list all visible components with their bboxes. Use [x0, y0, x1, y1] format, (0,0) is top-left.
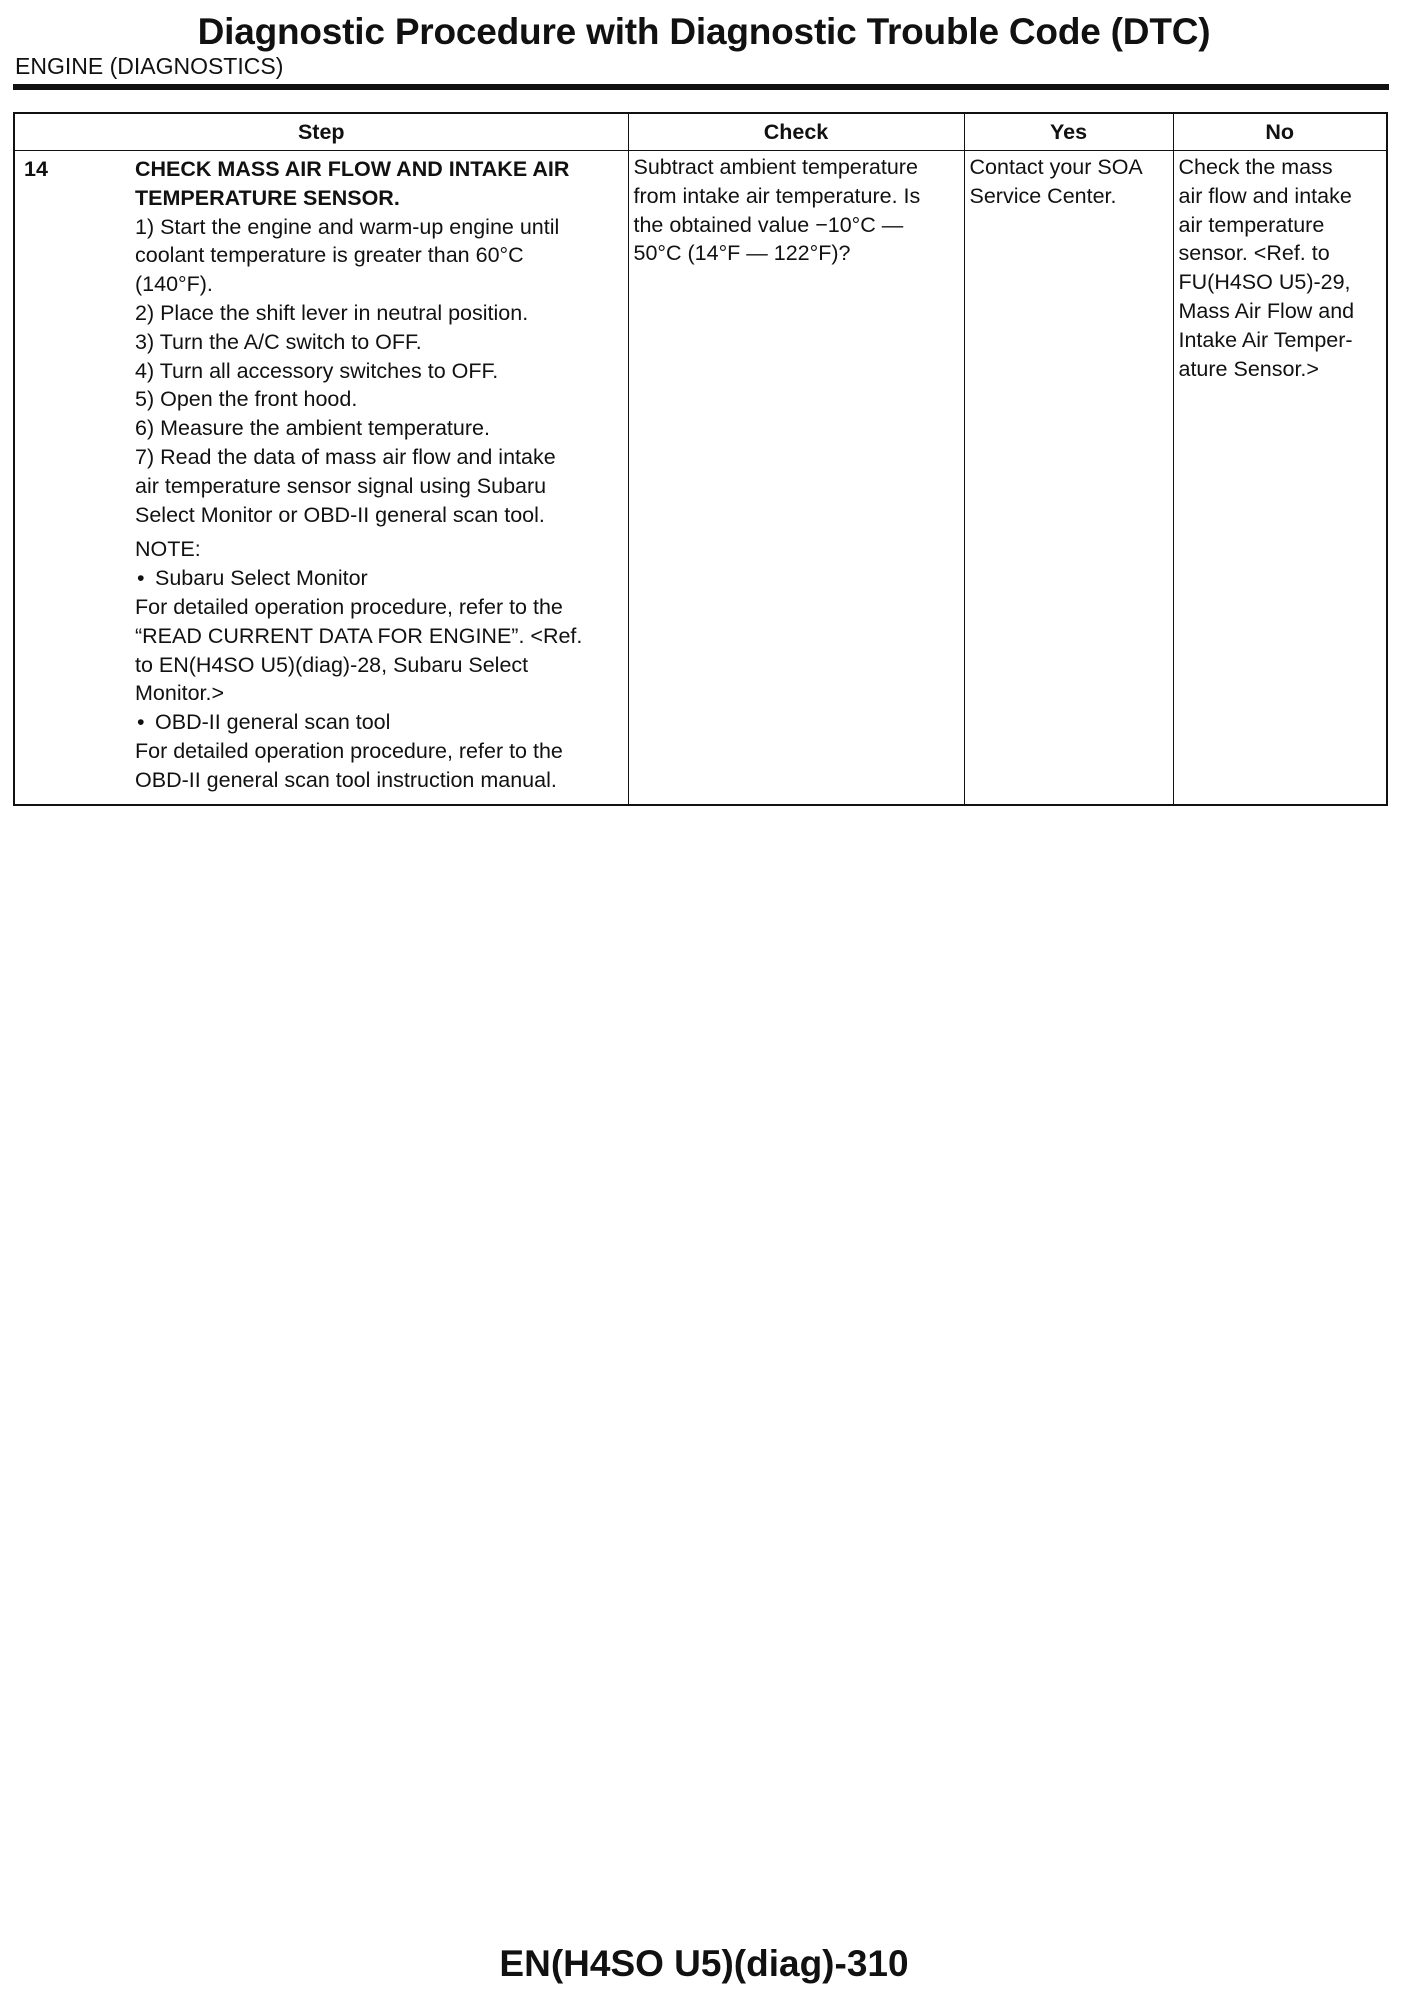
step-cell [14, 151, 628, 805]
step-heading: CHECK MASS AIR FLOW AND INTAKE AIR [135, 157, 570, 181]
column-header-step: Step [14, 113, 628, 151]
check-cell [628, 151, 964, 805]
step-instruction-line: (140°F). [135, 272, 213, 297]
step-instruction-line: 7) Read the data of mass air flow and intake [135, 444, 556, 469]
note-text-line: Monitor.> [135, 681, 225, 706]
step-instruction-line: 6) Measure the ambient temperature. [135, 416, 490, 441]
note-bullet-text: OBD-II general scan tool [155, 710, 391, 735]
no-cell [1173, 151, 1387, 805]
check-text-line: from intake air temperature. Is [633, 183, 921, 208]
step-instruction-line: Select Monitor or OBD-II general scan tool. [135, 502, 545, 527]
no-text-line: Check the mass [1178, 155, 1333, 179]
step-instruction-line: air temperature sensor signal using Subaru [135, 473, 547, 498]
page-title: Diagnostic Procedure with Diagnostic Trouble Code (DTC) [197, 11, 1211, 52]
step-instruction-line: 2) Place the shift lever in neutral position. [135, 300, 529, 325]
check-text-line: the obtained value −10°C — [633, 212, 904, 237]
step-instruction-line: coolant temperature is greater than 60°C [135, 243, 524, 268]
table-row [14, 151, 1387, 805]
check-text-line: Subtract ambient temperature [633, 155, 918, 179]
step-instruction-line: 1) Start the engine and warm-up engine until [135, 214, 560, 239]
note-text-line: “READ CURRENT DATA FOR ENGINE”. <Ref. [135, 623, 583, 648]
step-instruction-line: 4) Turn all accessory switches to OFF. [135, 358, 499, 383]
step-body [135, 153, 624, 800]
bullet-icon: • [137, 710, 145, 735]
note-bullet-text: Subaru Select Monitor [155, 566, 368, 591]
no-text-line: air flow and intake [1178, 183, 1352, 208]
no-text-line: Mass Air Flow and [1178, 298, 1355, 323]
note-label: NOTE: [135, 537, 201, 562]
note-bullet [135, 708, 618, 737]
yes-cell [964, 151, 1173, 805]
check-text-line: 50°C (14°F — 122°F)? [633, 241, 851, 266]
note-text-line: For detailed operation procedure, refer to the [135, 738, 563, 763]
no-text-line: ature Sensor.> [1178, 356, 1319, 381]
no-text-line: air temperature [1178, 212, 1325, 237]
no-text-line: FU(H4SO U5)-29, [1178, 270, 1351, 295]
note-block [135, 535, 618, 794]
column-header-check: Check [628, 113, 964, 151]
note-text-line: OBD-II general scan tool instruction manual. [135, 767, 557, 792]
yes-text-line: Service Center. [969, 183, 1117, 208]
note-bullet [135, 564, 618, 593]
page-number: EN(H4SO U5)(diag)-310 [499, 1943, 909, 1984]
step-heading: TEMPERATURE SENSOR. [135, 185, 400, 210]
note-text-line: For detailed operation procedure, refer to the [135, 594, 563, 619]
table-header-row [14, 113, 1387, 151]
dtc-procedure-table [13, 112, 1388, 806]
no-text-line: sensor. <Ref. to [1178, 241, 1330, 266]
column-header-no: No [1173, 113, 1387, 151]
step-instruction-line: 5) Open the front hood. [135, 387, 358, 412]
header-rule [13, 84, 1389, 90]
column-header-yes: Yes [964, 113, 1173, 151]
step-instruction-line: 3) Turn the A/C switch to OFF. [135, 329, 422, 354]
step-number: 14 [24, 157, 48, 181]
yes-text-line: Contact your SOA [969, 155, 1143, 179]
section-label: ENGINE (DIAGNOSTICS) [15, 53, 284, 79]
bullet-icon: • [137, 566, 145, 591]
note-text-line: to EN(H4SO U5)(diag)-28, Subaru Select [135, 652, 529, 677]
no-text-line: Intake Air Temper- [1178, 327, 1353, 352]
